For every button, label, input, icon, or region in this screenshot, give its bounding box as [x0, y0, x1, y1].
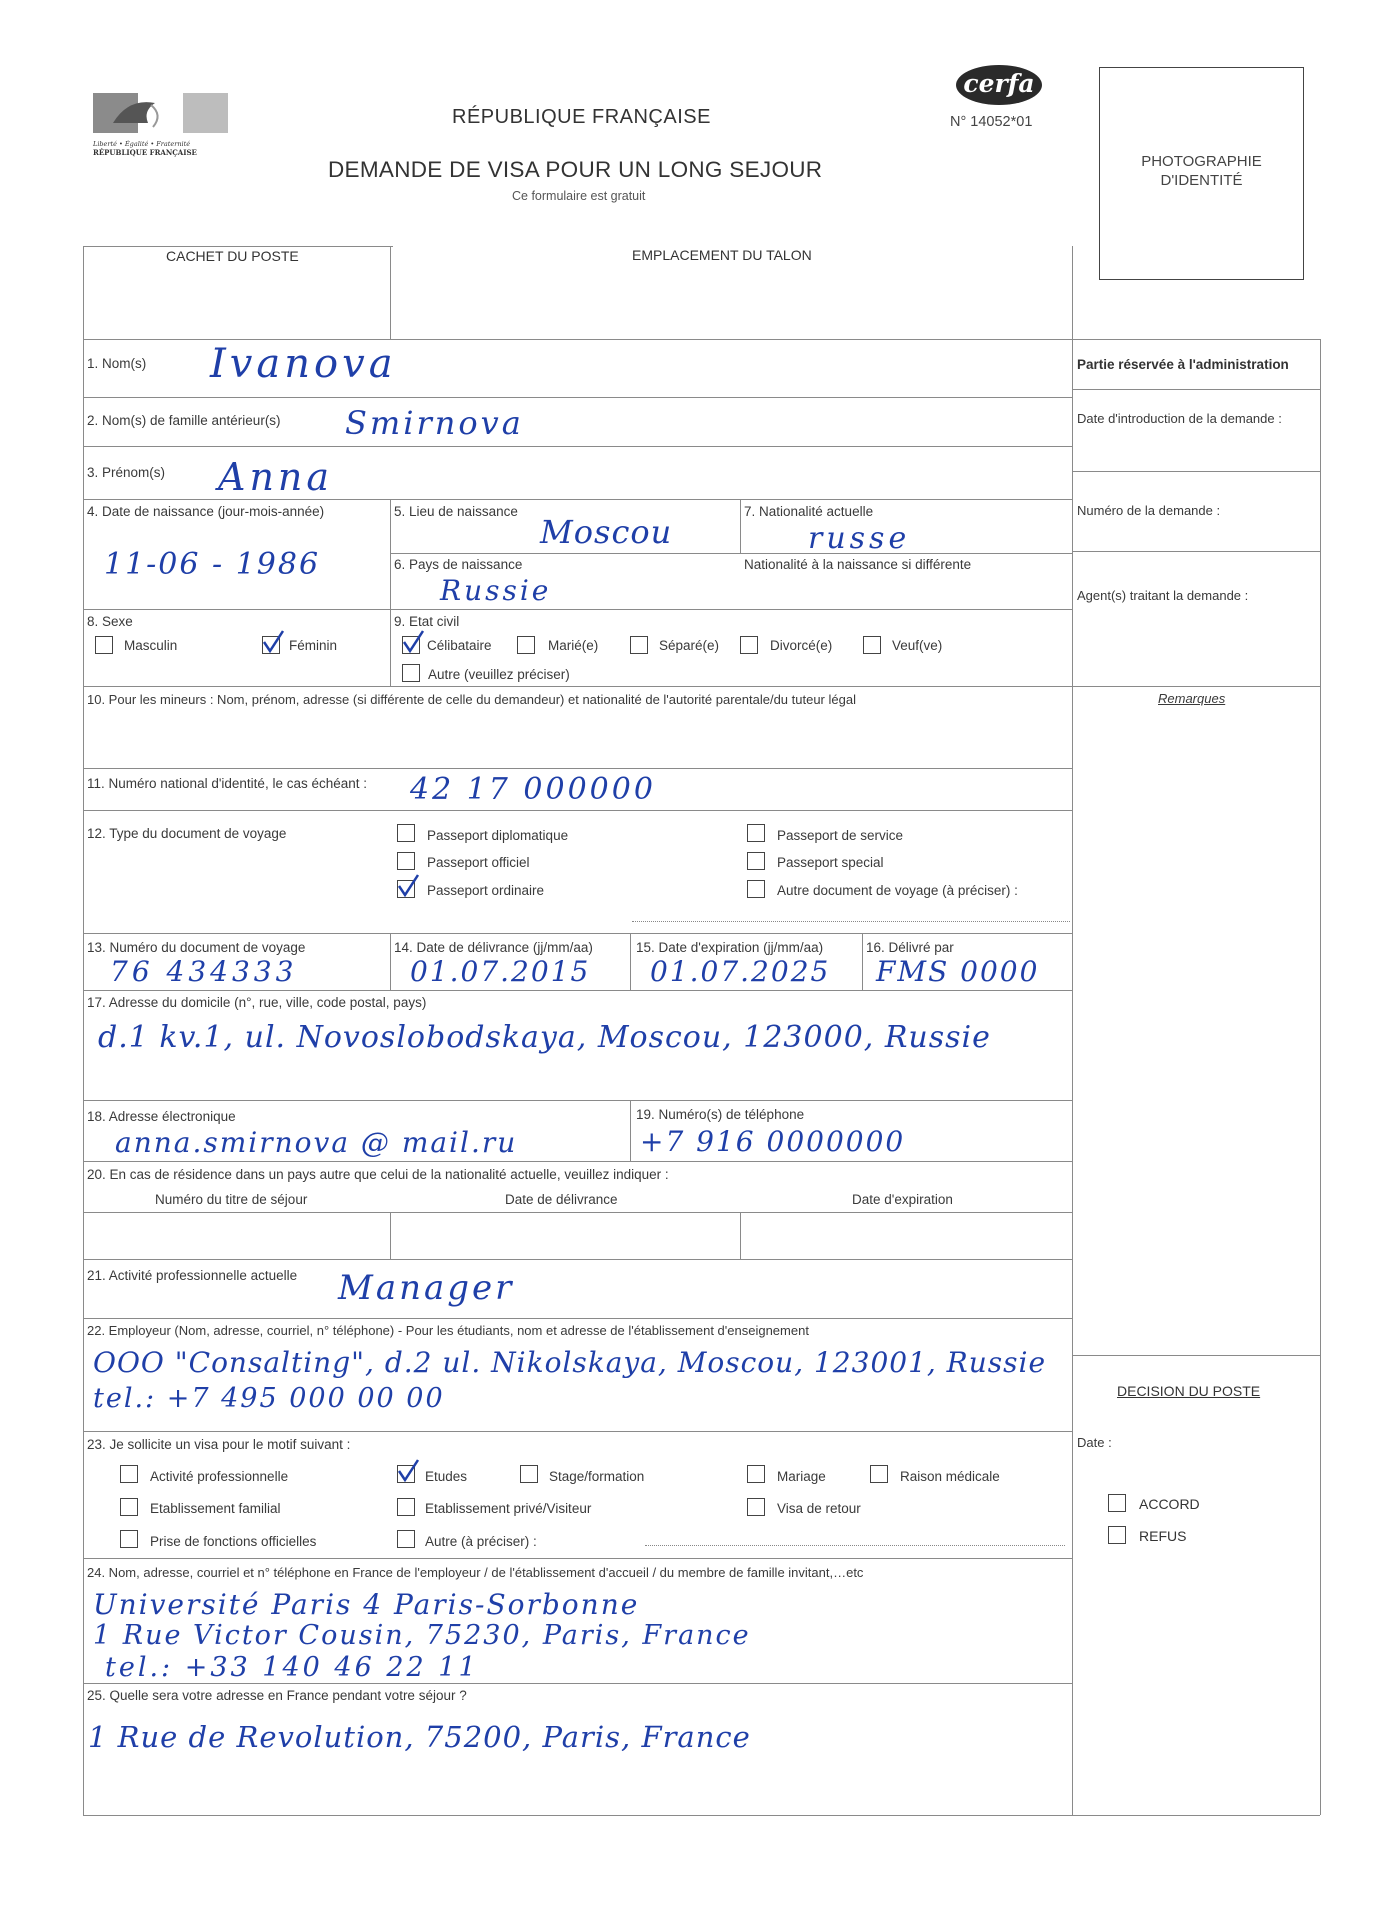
etudes-label: Etudes [425, 1469, 468, 1484]
separe-checkbox[interactable] [630, 636, 648, 654]
check-mark-icon [396, 873, 422, 899]
divorce-label: Divorcé(e) [770, 638, 833, 653]
veuf-checkbox[interactable] [863, 636, 881, 654]
autre-document-label: Autre document de voyage (à préciser) : [777, 883, 1018, 898]
passeport-officiel-label: Passeport officiel [427, 855, 530, 870]
cerfa-logo: cerfa [956, 65, 1042, 105]
type-document-label: 12. Type du document de voyage [87, 826, 287, 841]
lieu-naissance-label: 5. Lieu de naissance [394, 504, 518, 519]
divorce-checkbox[interactable] [740, 636, 758, 654]
autre-motif-label: Autre (à préciser) : [425, 1534, 537, 1549]
photo-label-2: D'IDENTITÉ [1160, 172, 1243, 189]
masculin-label: Masculin [124, 638, 178, 653]
page-subtitle: Ce formulaire est gratuit [512, 189, 646, 203]
numero-identite-value[interactable]: 42 17 000000 [410, 772, 656, 807]
refus-label: REFUS [1139, 1528, 1187, 1544]
delivre-par-label: 16. Délivré par [866, 940, 954, 955]
residence-date-expiration-label: Date d'expiration [852, 1192, 953, 1207]
raison-medicale-label: Raison médicale [900, 1469, 1000, 1484]
nom-anterieur-label: 2. Nom(s) de famille antérieur(s) [87, 413, 281, 428]
veuf-label: Veuf(ve) [892, 638, 943, 653]
numero-document-label: 13. Numéro du document de voyage [87, 940, 306, 955]
stage-checkbox[interactable] [520, 1465, 538, 1483]
raison-medicale-checkbox[interactable] [870, 1465, 888, 1483]
employeur-label: 22. Employeur (Nom, adresse, courriel, n° téléphone) - Pour les étudiants, nom et adresse de l'établissement d'enseignement [87, 1323, 809, 1338]
accueil-label: 24. Nom, adresse, courriel et n° téléphone en France de l'employeur / de l'établissement d'accueil / du membre de famille invitant,…etc [87, 1565, 864, 1580]
passeport-service-label: Passeport de service [777, 828, 904, 843]
activite-label: 21. Activité professionnelle actuelle [87, 1268, 298, 1283]
marie-checkbox[interactable] [517, 636, 535, 654]
passeport-service-checkbox[interactable] [747, 824, 765, 842]
admin-title: Partie réservée à l'administration [1077, 357, 1289, 372]
accueil-value-line1[interactable]: Université Paris 4 Paris-Sorbonne [93, 1588, 640, 1621]
autre-document-line [632, 921, 1070, 922]
date-expiration-value[interactable]: 01.07.2025 [650, 955, 831, 988]
check-mark-icon [401, 629, 427, 655]
check-mark-icon [396, 1458, 422, 1484]
page-title: DEMANDE DE VISA POUR UN LONG SEJOUR [328, 157, 823, 182]
employeur-value-line2[interactable]: tel.: +7 495 000 00 00 [93, 1383, 445, 1414]
etab-familial-checkbox[interactable] [120, 1498, 138, 1516]
republic-title: RÉPUBLIQUE FRANÇAISE [452, 106, 711, 128]
photo-label-1: PHOTOGRAPHIE [1141, 153, 1262, 170]
date-delivrance-label: 14. Date de délivrance (jj/mm/aa) [394, 940, 593, 955]
etab-prive-label: Etablissement privé/Visiteur [425, 1501, 592, 1516]
refus-checkbox[interactable] [1108, 1526, 1126, 1544]
telephone-label: 19. Numéro(s) de téléphone [636, 1107, 805, 1122]
date-naissance-value[interactable]: 11-06 - 1986 [104, 547, 321, 582]
adresse-france-label: 25. Quelle sera votre adresse en France pendant votre séjour ? [87, 1688, 467, 1703]
marie-label: Marié(e) [548, 638, 599, 653]
accord-checkbox[interactable] [1108, 1494, 1126, 1512]
marianne-motto: Liberté • Égalité • Fraternité [93, 140, 191, 148]
stage-label: Stage/formation [549, 1469, 645, 1484]
delivre-par-value[interactable]: FMS 0000 [876, 955, 1040, 988]
adresse-domicile-label: 17. Adresse du domicile (n°, rue, ville, code postal, pays) [87, 995, 427, 1010]
etab-prive-checkbox[interactable] [397, 1498, 415, 1516]
date-delivrance-value[interactable]: 01.07.2015 [410, 955, 591, 988]
cerfa-number: N° 14052*01 [950, 114, 1033, 130]
passeport-diplomatique-checkbox[interactable] [397, 824, 415, 842]
marianne-name: RÉPUBLIQUE FRANÇAISE [93, 148, 197, 157]
employeur-value-line1[interactable]: OOO "Consalting", d.2 ul. Nikolskaya, Moscou, 123001, Russie [93, 1346, 1047, 1379]
pays-naissance-label: 6. Pays de naissance [394, 557, 523, 572]
nationalite-value[interactable]: russe [808, 521, 911, 556]
visa-retour-label: Visa de retour [777, 1501, 861, 1516]
admin-remarques: Remarques [1158, 691, 1226, 706]
autre-etat-label: Autre (veuillez préciser) [428, 667, 570, 682]
nom-anterieur-value[interactable]: Smirnova [345, 404, 524, 442]
admin-date-intro: Date d'introduction de la demande : [1077, 411, 1282, 426]
adresse-electronique-label: 18. Adresse électronique [87, 1109, 236, 1124]
admin-date: Date : [1077, 1435, 1112, 1450]
pays-naissance-value[interactable]: Russie [440, 574, 552, 607]
autre-etat-checkbox[interactable] [402, 664, 420, 682]
titre-sejour-label: Numéro du titre de séjour [155, 1192, 308, 1207]
feminin-label: Féminin [289, 638, 338, 653]
check-mark-icon [261, 629, 287, 655]
activite-value[interactable]: Manager [338, 1268, 515, 1308]
accueil-value-line2[interactable]: 1 Rue Victor Cousin, 75230, Paris, France [93, 1620, 751, 1651]
prise-fonctions-checkbox[interactable] [120, 1530, 138, 1548]
prenom-label: 3. Prénom(s) [87, 465, 166, 480]
celibataire-label: Célibataire [427, 638, 492, 653]
etab-familial-label: Etablissement familial [150, 1501, 281, 1516]
autre-motif-checkbox[interactable] [397, 1530, 415, 1548]
cachet-label: CACHET DU POSTE [166, 248, 299, 264]
prenom-value[interactable]: Anna [218, 455, 334, 499]
mariage-label: Mariage [777, 1469, 826, 1484]
residence-label: 20. En cas de résidence dans un pays autre que celui de la nationalité actuelle, veuillez indiquer : [87, 1167, 669, 1182]
nom-label: 1. Nom(s) [87, 356, 147, 371]
adresse-france-value[interactable]: 1 Rue de Revolution, 75200, Paris, France [88, 1720, 751, 1754]
accueil-value-line3[interactable]: tel.: +33 140 46 22 11 [105, 1652, 479, 1683]
date-expiration-label: 15. Date d'expiration (jj/mm/aa) [636, 940, 824, 955]
residence-date-delivrance-label: Date de délivrance [505, 1192, 618, 1207]
numero-identite-label: 11. Numéro national d'identité, le cas échéant : [87, 776, 367, 791]
admin-numero: Numéro de la demande : [1077, 503, 1221, 518]
adresse-domicile-value[interactable]: d.1 kv.1, ul. Novoslobodskaya, Moscou, 123000, Russie [98, 1020, 991, 1055]
passeport-ordinaire-label: Passeport ordinaire [427, 883, 545, 898]
lieu-naissance-value[interactable]: Moscou [540, 513, 673, 551]
telephone-value[interactable]: +7 916 0000000 [640, 1125, 906, 1158]
visa-retour-checkbox[interactable] [747, 1498, 765, 1516]
nom-value[interactable]: Ivanova [210, 341, 397, 387]
passeport-diplomatique-label: Passeport diplomatique [427, 828, 569, 843]
separe-label: Séparé(e) [659, 638, 720, 653]
autre-motif-line [645, 1545, 1065, 1546]
etudes-checkbox[interactable] [397, 1465, 415, 1483]
passeport-special-checkbox[interactable] [747, 852, 765, 870]
celibataire-checkbox[interactable] [402, 636, 420, 654]
admin-decision: DECISION DU POSTE [1117, 1383, 1261, 1399]
date-naissance-label: 4. Date de naissance (jour-mois-année) [87, 504, 325, 519]
masculin-checkbox[interactable] [95, 636, 113, 654]
accord-label: ACCORD [1139, 1496, 1200, 1512]
nationalite-label: 7. Nationalité actuelle [744, 504, 874, 519]
marianne-logo [93, 93, 228, 163]
admin-agents: Agent(s) traitant la demande : [1077, 588, 1249, 603]
feminin-checkbox[interactable] [262, 636, 280, 654]
mariage-checkbox[interactable] [747, 1465, 765, 1483]
mineurs-label: 10. Pour les mineurs : Nom, prénom, adresse (si différente de celle du demandeur) et nationalité de l'autorité parentale/du tuteur légal [87, 692, 856, 707]
etat-civil-label: 9. Etat civil [394, 614, 460, 629]
autre-document-checkbox[interactable] [747, 880, 765, 898]
sexe-label: 8. Sexe [87, 614, 133, 629]
motif-label: 23. Je sollicite un visa pour le motif suivant : [87, 1437, 351, 1452]
talon-label: EMPLACEMENT DU TALON [632, 247, 812, 263]
photo-box [1099, 67, 1304, 280]
passeport-special-label: Passeport special [777, 855, 884, 870]
activite-pro-label: Activité professionnelle [150, 1469, 289, 1484]
nationalite-naissance-label: Nationalité à la naissance si différente [744, 557, 972, 572]
adresse-electronique-value[interactable]: anna.smirnova @ mail.ru [115, 1126, 518, 1159]
passeport-officiel-checkbox[interactable] [397, 852, 415, 870]
prise-fonctions-label: Prise de fonctions officielles [150, 1534, 317, 1549]
activite-pro-checkbox[interactable] [120, 1465, 138, 1483]
passeport-ordinaire-checkbox[interactable] [397, 880, 415, 898]
numero-document-value[interactable]: 76 434333 [110, 955, 298, 988]
